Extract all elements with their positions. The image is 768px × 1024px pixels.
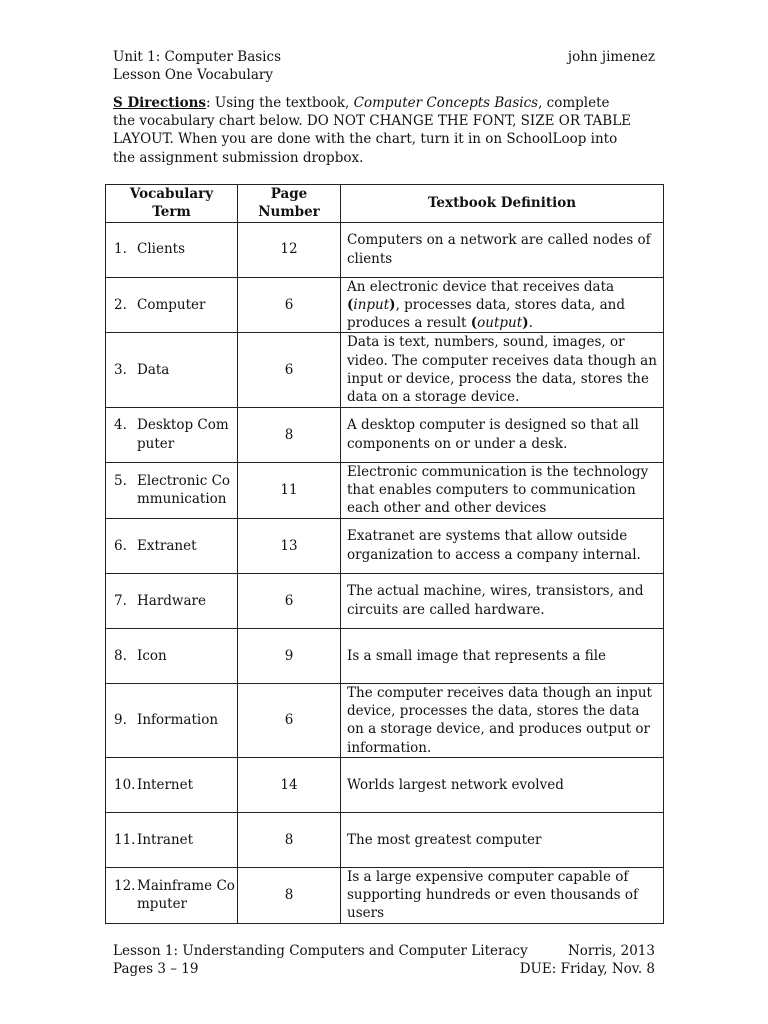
table-row: [106, 757, 664, 812]
page-number-cell: 8: [238, 407, 341, 462]
definition-text-part: An electronic device that receives data: [347, 278, 615, 295]
definition-text-part: .: [528, 315, 533, 332]
definition-text-part: (: [470, 315, 478, 332]
header-vocabulary-term: Vocabulary Term: [106, 185, 238, 223]
definition-text: The most greatest computer: [347, 831, 542, 848]
term-number: 3.: [114, 361, 127, 378]
term-text: Computer: [137, 296, 206, 313]
vocabulary-term-cell: [106, 757, 238, 812]
footer-pages: Pages 3 – 19: [113, 961, 199, 977]
page-number-cell: 11: [238, 462, 341, 518]
vocabulary-term-cell: [106, 462, 238, 518]
table-row: [106, 407, 664, 462]
page-number-cell: 8: [238, 812, 341, 867]
table-row: [106, 222, 664, 277]
page-number-cell: 8: [238, 867, 341, 923]
table-body: [106, 222, 664, 923]
definition-cell: [341, 812, 664, 867]
table-header-row: [106, 185, 664, 223]
term-number: 11.: [114, 831, 136, 848]
page-number-cell: 14: [238, 757, 341, 812]
definition-text-part: ): [389, 296, 396, 313]
directions-text-2: , complete the vocabulary chart below. DO NOT CHANGE THE FONT, SIZE OR TABLE LAYOUT. When you are done with the chart, turn it in on SchoolLoop into the assignment submission dropbox.: [113, 95, 632, 166]
page-number-cell: 12: [238, 222, 341, 277]
term-text: Desktop Computer: [137, 417, 229, 452]
term-number: 5.: [114, 472, 127, 489]
term-text: Clients: [137, 241, 186, 258]
directions-text-1: : Using the textbook,: [206, 95, 354, 111]
definition-cell: [341, 628, 664, 683]
term-number: 4.: [114, 417, 127, 434]
term-text: Extranet: [137, 537, 197, 554]
definition-text: Electronic communication is the technology that enables computers to communication each other and other devices: [347, 463, 649, 517]
vocabulary-table: [105, 184, 664, 924]
footer-author: Norris, 2013: [567, 943, 655, 959]
vocabulary-term-cell: [106, 333, 238, 407]
table-row: [106, 462, 664, 518]
definition-text: Computers on a network are called nodes of clients: [347, 232, 651, 267]
header-textbook-definition: Textbook Definition: [341, 185, 664, 223]
definition-cell: [341, 462, 664, 518]
definition-text: Is a large expensive computer capable of supporting hundreds or even thousands of users: [347, 868, 638, 922]
definition-text: The actual machine, wires, transistors, and circuits are called hardware.: [347, 583, 644, 618]
table-row: [106, 518, 664, 573]
definition-text: The computer receives data though an input device, processes the data, stores the data on a storage device, and produces output or information.: [347, 684, 652, 756]
term-text: Intranet: [137, 831, 194, 848]
definition-text-part: input: [353, 296, 390, 313]
definition-cell: [341, 407, 664, 462]
term-number: 12.: [114, 878, 136, 894]
definition-text-part: , processes data, stores data, and produces a result: [347, 296, 626, 332]
term-number: 6.: [114, 537, 127, 554]
term-number: 10.: [114, 776, 136, 793]
term-text: Internet: [137, 776, 194, 793]
vocabulary-term-cell: [106, 683, 238, 757]
term-number: 2.: [114, 296, 127, 313]
definition-cell: [341, 683, 664, 757]
page-number-cell: 6: [238, 573, 341, 628]
term-text: Information: [137, 712, 219, 729]
student-name: john jimenez: [567, 49, 655, 65]
definition-cell: [341, 277, 664, 333]
table-row: [106, 333, 664, 407]
page-number-cell: 6: [238, 277, 341, 333]
table-row: [106, 277, 664, 333]
definition-cell: [341, 333, 664, 407]
lesson-title: Lesson One Vocabulary: [113, 67, 273, 83]
term-text: Electronic Communication: [137, 472, 231, 508]
footer-lesson: Lesson 1: Understanding Computers and Computer Literacy: [113, 943, 528, 959]
vocabulary-term-cell: [106, 628, 238, 683]
vocabulary-term-cell: [106, 222, 238, 277]
page-number-cell: 9: [238, 628, 341, 683]
definition-text: Exatranet are systems that allow outside organization to access a company internal.: [347, 528, 641, 563]
term-number: 8.: [114, 647, 127, 664]
definition-text-part: ): [522, 315, 529, 332]
term-text: Mainframe Computer: [137, 878, 235, 913]
definition-cell: [341, 222, 664, 277]
page-number-cell: 13: [238, 518, 341, 573]
definition-text: Is a small image that represents a file: [347, 647, 607, 664]
definition-cell: [341, 518, 664, 573]
definition-cell: [341, 757, 664, 812]
textbook-title: Computer Concepts Basics: [353, 95, 539, 111]
term-number: 1.: [114, 241, 127, 258]
table-row: [106, 812, 664, 867]
table-row: [106, 628, 664, 683]
table-row: [106, 867, 664, 923]
vocabulary-term-cell: [106, 277, 238, 333]
definition-cell: [341, 867, 664, 923]
page-number-cell: 6: [238, 683, 341, 757]
vocabulary-term-cell: [106, 518, 238, 573]
vocabulary-term-cell: [106, 867, 238, 923]
vocabulary-term-cell: [106, 573, 238, 628]
definition-text-part: (: [347, 296, 354, 313]
definition-cell: [341, 573, 664, 628]
header-page-number: Page Number: [238, 185, 341, 223]
definition-text: Data is text, numbers, sound, images, or video. The computer receives data though an input or device, process the data, stores the data on a storage device.: [347, 334, 657, 406]
definition-text: A desktop computer is designed so that all components on or under a desk.: [347, 417, 639, 452]
vocabulary-term-cell: [106, 407, 238, 462]
unit-title: Unit 1: Computer Basics: [113, 49, 281, 65]
term-number: 9.: [114, 712, 127, 729]
footer-due-date: DUE: Friday, Nov. 8: [519, 961, 655, 977]
definition-text-part: output: [477, 315, 523, 332]
term-text: Data: [137, 361, 170, 378]
term-text: Hardware: [137, 592, 206, 609]
table-row: [106, 573, 664, 628]
directions-paragraph: [113, 94, 633, 167]
table-row: [106, 683, 664, 757]
page-number-cell: 6: [238, 333, 341, 407]
vocabulary-term-cell: [106, 812, 238, 867]
term-text: Icon: [137, 647, 167, 664]
directions-label: S Directions: [113, 95, 206, 111]
term-number: 7.: [114, 592, 127, 609]
definition-text: Worlds largest network evolved: [347, 776, 564, 793]
